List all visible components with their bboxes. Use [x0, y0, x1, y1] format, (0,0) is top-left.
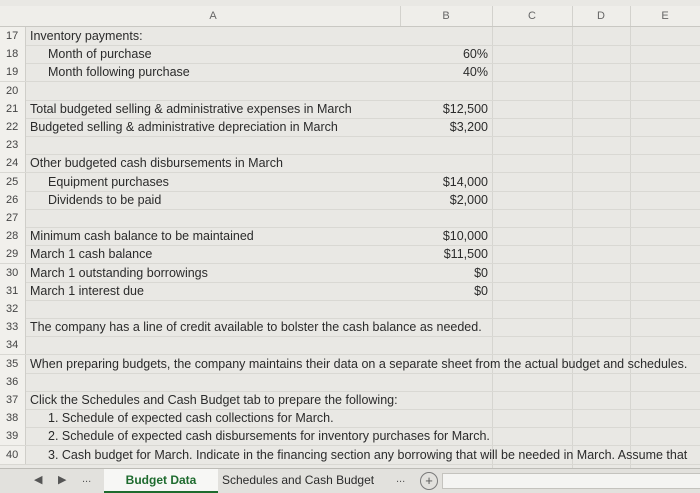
- cell-a[interactable]: The company has a line of credit available to bolster the cash balance as needed.: [30, 320, 482, 335]
- add-sheet-icon[interactable]: +: [420, 472, 438, 490]
- row-number[interactable]: 39: [0, 427, 26, 445]
- cell-b[interactable]: [400, 154, 488, 172]
- column-header-d[interactable]: D: [572, 6, 631, 26]
- table-row: [0, 82, 700, 101]
- row-number[interactable]: 28: [0, 227, 26, 245]
- row-number[interactable]: 38: [0, 409, 26, 427]
- row-number[interactable]: 23: [0, 136, 26, 154]
- cell-b[interactable]: [400, 391, 488, 409]
- table-row: [0, 209, 700, 228]
- table-row: [0, 264, 700, 283]
- sheet-tab-bar: [0, 468, 700, 493]
- horizontal-scrollbar[interactable]: [442, 473, 700, 489]
- prev-sheet-icon[interactable]: ◀: [34, 474, 43, 486]
- cell-a[interactable]: Dividends to be paid: [48, 192, 162, 207]
- table-row: [0, 136, 700, 155]
- table-row: [0, 446, 700, 465]
- row-number[interactable]: 26: [0, 191, 26, 209]
- cell-b[interactable]: [400, 318, 488, 336]
- cell-b[interactable]: $10,000: [442, 229, 488, 244]
- cell-b[interactable]: 60%: [462, 47, 488, 62]
- table-row: [0, 118, 700, 137]
- row-number[interactable]: 25: [0, 173, 26, 191]
- tab-schedules-and-cash-budget[interactable]: Schedules and Cash Budget: [222, 473, 375, 487]
- column-header-b[interactable]: B: [400, 6, 493, 26]
- table-row: [0, 373, 700, 392]
- more-sheets-left[interactable]: ...: [82, 473, 92, 485]
- table-row: [0, 45, 700, 64]
- cell-a[interactable]: Budgeted selling & administrative depreciation in March: [30, 120, 338, 134]
- row-number[interactable]: 35: [0, 355, 26, 373]
- cell-b[interactable]: $0: [474, 265, 488, 280]
- row-number[interactable]: 33: [0, 318, 26, 336]
- row-number[interactable]: 34: [0, 336, 26, 354]
- table-row: [0, 318, 700, 337]
- row-number[interactable]: 29: [0, 245, 26, 263]
- cell-b[interactable]: [400, 446, 488, 464]
- cell-b[interactable]: $11,500: [443, 247, 488, 262]
- row-number[interactable]: 21: [0, 100, 26, 118]
- row-number[interactable]: 30: [0, 264, 26, 282]
- cell-a[interactable]: When preparing budgets, the company maintains their data on a separate sheet from the actual budget and schedules.: [30, 356, 688, 371]
- cell-b[interactable]: [400, 355, 488, 373]
- more-sheets-right[interactable]: ...: [396, 473, 406, 485]
- table-row: [0, 173, 700, 192]
- cell-b[interactable]: [400, 300, 488, 318]
- table-row: [0, 427, 700, 446]
- column-header-c[interactable]: C: [492, 6, 573, 26]
- cell-a[interactable]: March 1 interest due: [30, 283, 144, 298]
- table-row: [0, 300, 700, 319]
- cell-b[interactable]: [400, 427, 488, 445]
- table-row: [0, 27, 700, 46]
- cell-b[interactable]: [400, 209, 488, 227]
- cell-b[interactable]: $2,000: [449, 192, 488, 207]
- cell-a[interactable]: Month of purchase: [48, 47, 152, 62]
- table-row: [0, 191, 700, 210]
- table-row: [0, 63, 700, 82]
- table-row: [0, 100, 700, 119]
- cell-b[interactable]: [400, 27, 488, 45]
- tab-budget-data[interactable]: Budget Data: [104, 469, 218, 493]
- table-row: [0, 409, 700, 428]
- cell-b[interactable]: [400, 409, 488, 427]
- cell-b[interactable]: $12,500: [442, 101, 488, 116]
- cell-b[interactable]: [400, 136, 488, 154]
- row-number[interactable]: 19: [0, 63, 26, 81]
- table-row: [0, 154, 700, 173]
- cell-a[interactable]: Month following purchase: [48, 65, 190, 80]
- row-number[interactable]: 32: [0, 300, 26, 318]
- row-number[interactable]: 40: [0, 446, 26, 464]
- table-row: [0, 355, 700, 374]
- cell-b[interactable]: 40%: [462, 65, 488, 80]
- column-header-bar: [0, 6, 700, 27]
- next-sheet-icon[interactable]: ▶: [58, 474, 67, 486]
- cell-b[interactable]: $3,200: [449, 120, 488, 134]
- row-number[interactable]: 27: [0, 209, 26, 227]
- cell-a[interactable]: Inventory payments:: [30, 29, 143, 43]
- cell-b[interactable]: $14,000: [442, 174, 488, 189]
- column-header-a[interactable]: A: [26, 6, 401, 26]
- cell-a[interactable]: Total budgeted selling & administrative expenses in March: [30, 101, 352, 116]
- cell-b[interactable]: [400, 373, 488, 391]
- table-row: [0, 245, 700, 264]
- row-number[interactable]: 37: [0, 391, 26, 409]
- row-number[interactable]: 22: [0, 118, 26, 136]
- cell-b[interactable]: $0: [474, 283, 488, 298]
- cell-b[interactable]: [400, 336, 488, 354]
- cell-a[interactable]: 1. Schedule of expected cash collections for March.: [48, 411, 334, 426]
- table-row: [0, 282, 700, 301]
- cell-a[interactable]: March 1 cash balance: [30, 247, 153, 262]
- row-number[interactable]: 17: [0, 27, 26, 45]
- table-row: [0, 227, 700, 246]
- cell-b[interactable]: [400, 82, 488, 100]
- cell-a[interactable]: March 1 outstanding borrowings: [30, 265, 208, 280]
- cell-a[interactable]: Click the Schedules and Cash Budget tab to prepare the following:: [30, 393, 398, 407]
- cell-a[interactable]: 2. Schedule of expected cash disbursements for inventory purchases for March.: [48, 429, 490, 444]
- row-number[interactable]: 18: [0, 45, 26, 63]
- cell-a[interactable]: Equipment purchases: [48, 174, 169, 189]
- cell-a[interactable]: Other budgeted cash disbursements in March: [30, 156, 283, 171]
- cell-a[interactable]: 3. Cash budget for March. Indicate in the financing section any borrowing that will be needed in March. Assume that: [48, 447, 688, 462]
- row-number[interactable]: 24: [0, 154, 26, 172]
- row-number[interactable]: 20: [0, 82, 26, 100]
- table-row: [0, 391, 700, 410]
- cell-a[interactable]: Minimum cash balance to be maintained: [30, 229, 254, 244]
- row-number[interactable]: 31: [0, 282, 26, 300]
- table-row: [0, 336, 700, 355]
- column-header-e[interactable]: E: [661, 10, 669, 22]
- row-number[interactable]: 36: [0, 373, 26, 391]
